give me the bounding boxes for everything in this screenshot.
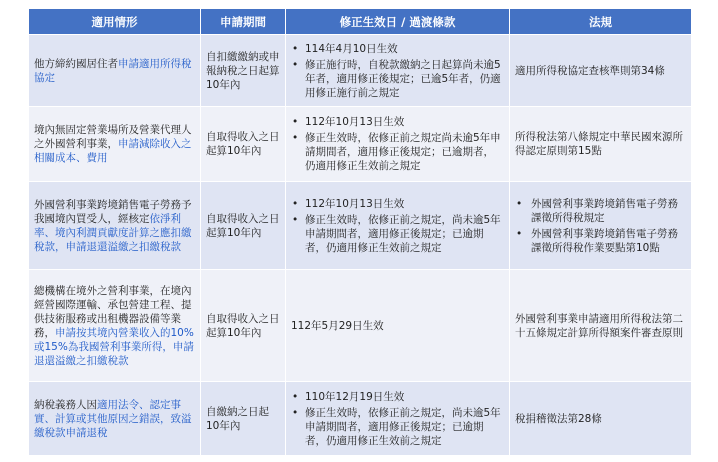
effective-cell xyxy=(286,182,510,270)
period-cell: 自取得收入之日起算10年內 xyxy=(201,107,286,182)
effective-item: • 修正生效時，依修正前之規定尚未逾5年申請期間者，適用修正後規定；已逾期者，仍適用修正生效前之規定 xyxy=(291,131,504,173)
situation-cell xyxy=(29,107,201,182)
period-cell: 自扣繳繳納或申報納稅之日起算10年內 xyxy=(201,35,286,107)
situation-highlight: 申請適用所得稅協定 xyxy=(34,57,192,84)
situation-highlight: 申請按其境內營業收入的10%或15%為我國營利事業所得，申請退還溢繳之扣繳稅款 xyxy=(34,326,194,367)
period-cell: 自取得收入之日起算10年內 xyxy=(201,270,286,382)
situation-text: 外國營利事業跨境銷售電子勞務予我國境內買受人，經核定 xyxy=(34,198,192,225)
table-row xyxy=(29,35,692,107)
table-row xyxy=(29,382,692,456)
effective-item: • 修正生效時，依修正前之規定，尚未逾5年申請期間者，適用修正後規定；已逾期者，仍適用修正生效前之規定 xyxy=(291,213,504,255)
situation-text: 他方締約國居住者 xyxy=(34,57,118,70)
effective-cell xyxy=(286,382,510,456)
regulation-cell: 稅捐稽徵法第28條 xyxy=(510,382,692,456)
table-row xyxy=(29,270,692,382)
table-row xyxy=(29,107,692,182)
regulation-cell: 所得稅法第八條規定中華民國來源所得認定原則第15點 xyxy=(510,107,692,182)
situation-cell xyxy=(29,182,201,270)
effective-item: • 112年10月13日生效 xyxy=(291,197,504,211)
situation-cell xyxy=(29,382,201,456)
regulation-item: • 外國營利事業跨境銷售電子勞務課徵所得稅作業要點第10點 xyxy=(515,227,686,255)
situation-highlight: 依淨利率、境內利潤貢獻度計算之應扣繳稅款，申請退還溢繳之扣繳稅款 xyxy=(34,212,192,253)
regulation-cell xyxy=(510,182,692,270)
regulation-cell: 外國營利事業申請適用所得稅法第二十五條規定計算所得額案件審查原則 xyxy=(510,270,692,382)
effective-cell xyxy=(286,107,510,182)
effective-cell: 112年5月29日生效 xyxy=(286,270,510,382)
period-cell: 自取得收入之日起算10年內 xyxy=(201,182,286,270)
tax-refund-table xyxy=(28,8,692,456)
effective-item: • 修正生效時，依修正前之規定，尚未逾5年申請期間者，適用修正後規定；已逾期者，仍適用修正生效前之規定 xyxy=(291,406,504,448)
table-row xyxy=(29,182,692,270)
header-row xyxy=(29,9,692,35)
header-regulation: 法規 xyxy=(510,9,692,35)
situation-text: 總機構在境外之營利事業，在境內經營國際運輸、承包營建工程、提供技術服務或出租機器設備等業務， xyxy=(34,284,192,339)
header-period: 申請期間 xyxy=(201,9,286,35)
header-effective-date: 修正生效日 / 過渡條款 xyxy=(286,9,510,35)
period-cell: 自繳納之日起10年內 xyxy=(201,382,286,456)
situation-cell xyxy=(29,270,201,382)
effective-cell xyxy=(286,35,510,107)
effective-item: • 修正施行時，自稅款繳納之日起算尚未逾5年者，適用修正後規定；已逾5年者，仍適用修正施行前之規定 xyxy=(291,58,504,100)
regulation-item: • 外國營利事業跨境銷售電子勞務課徵所得稅規定 xyxy=(515,197,686,225)
situation-text: 納稅義務人因 xyxy=(34,398,97,411)
situation-highlight: 適用法令、認定事實、計算或其他原因之錯誤，致溢繳稅款申請退稅 xyxy=(34,398,192,439)
effective-item: • 112年10月13日生效 xyxy=(291,115,504,129)
regulation-cell: 適用所得稅協定查核準則第34條 xyxy=(510,35,692,107)
situation-highlight: 申請減除收入之相關成本、費用 xyxy=(34,138,192,164)
header-situation: 適用情形 xyxy=(29,9,201,35)
effective-item: • 110年12月19日生效 xyxy=(291,390,504,404)
situation-text: 境內無固定營業場所及營業代理人之外國營利事業， xyxy=(34,124,192,150)
situation-cell xyxy=(29,35,201,107)
effective-item: • 114年4月10日生效 xyxy=(291,42,504,56)
